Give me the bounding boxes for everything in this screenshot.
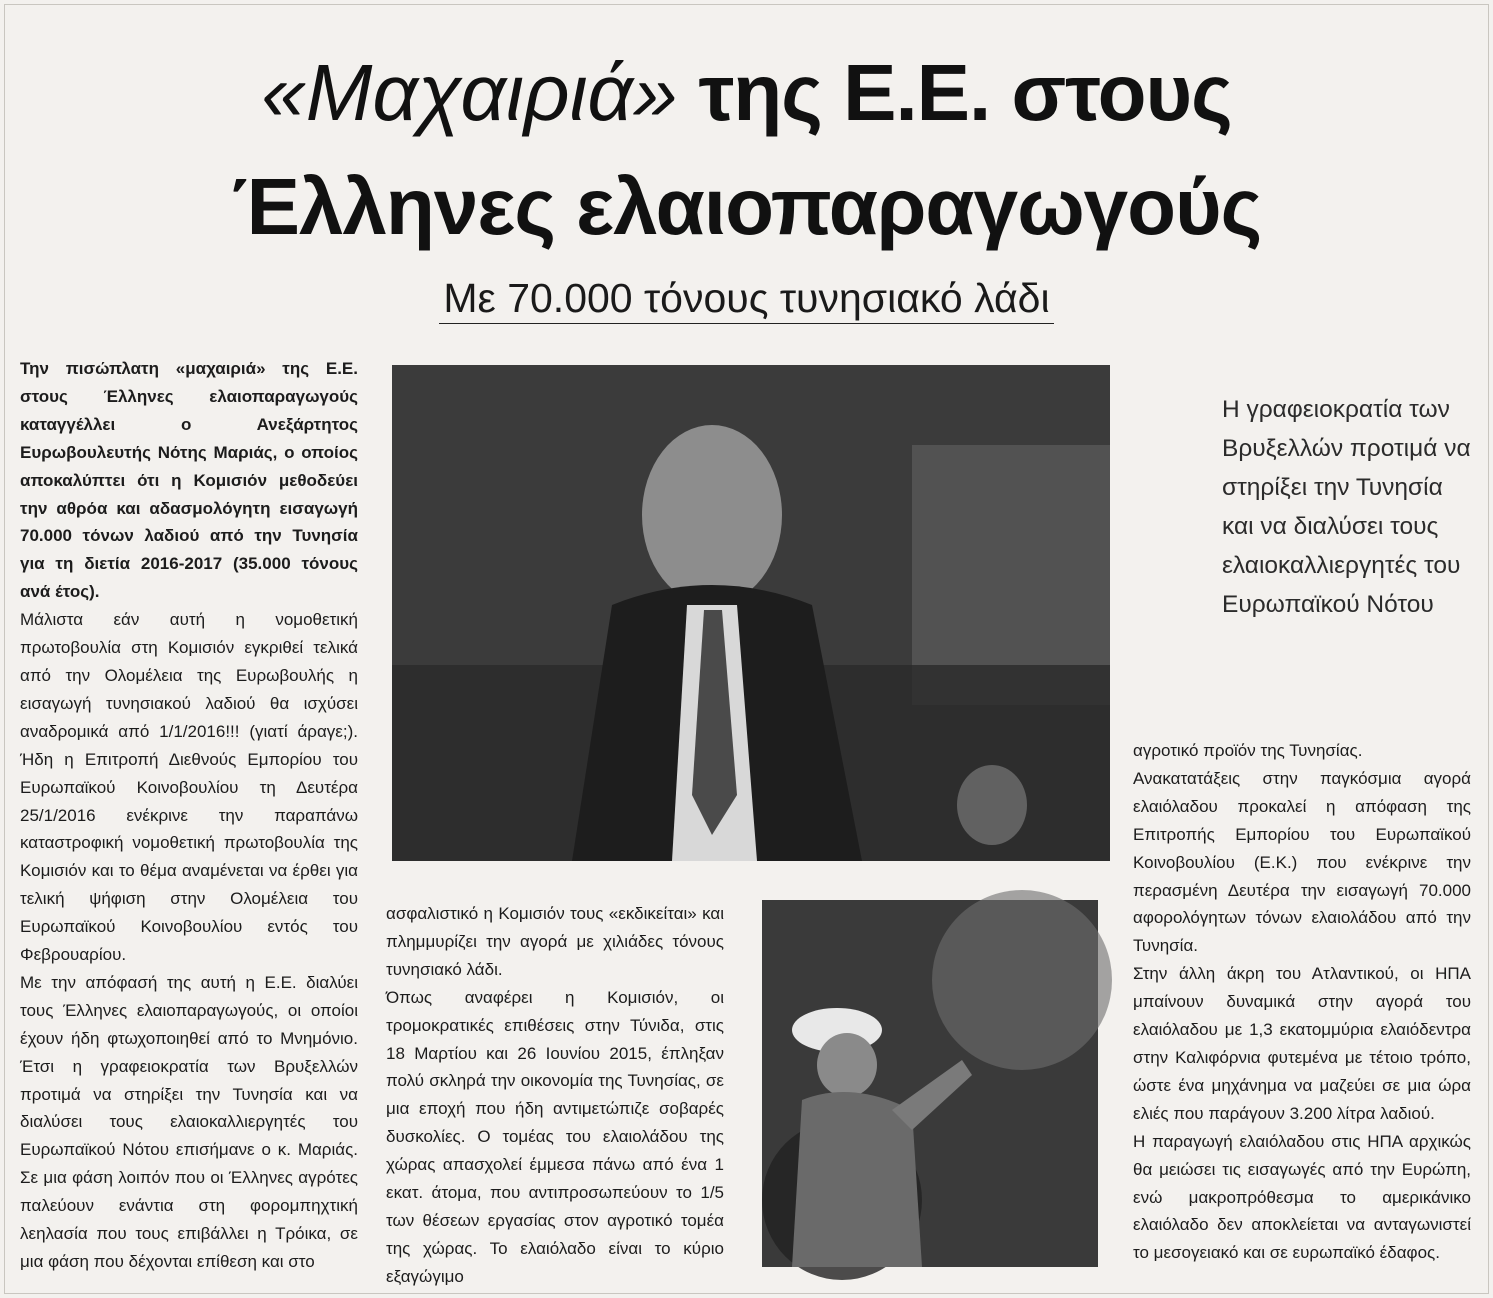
body-paragraph: Όπως αναφέρει η Κομισιόν, οι τρομοκρατικές επιθέσεις στην Τύνιδα, στις 18 Μαρτίου και 26 Ιουνίου 2015, έπληξαν πολύ σκληρά την οικονομία της Τυνησίας, σε μια εποχή που ήδη αντιμετώπιζε σοβαρές δυσκολίες. Ο τομέας του ελαιολάδου της χώρας απασχολεί έμμεσα πάνω από ένα 1 εκατ. άτομα, που αντιπροσωπεύουν το 1/5 των θέσεων εργασίας στον αγροτικό τομέα της χώρας. Το ελαιόλαδο είναι το κύριο εξαγώγιμο (386, 987, 724, 1286)
body-paragraph: Στην άλλη άκρη του Ατλαντικού, οι ΗΠΑ μπαίνουν δυναμικά στην αγορά του ελαιόλαδου με 1,3 εκατομμύρια ελαιόδεντρα στην Καλιφόρνια φυτεμένα με τέτοιο τρόπο, ώστε ένα μηχάνημα να μαζεύει σε μια ώρα ελιές που παράγουν 3.200 λίτρα λαδιού. (1133, 964, 1471, 1123)
subheadline (0, 272, 1493, 324)
speaker-photo-illustration (392, 365, 1110, 861)
article-column-2 (386, 900, 724, 1286)
body-paragraph: αγροτικό προϊόν της Τυνησίας. (1133, 741, 1363, 760)
subheadline-text: Με 70.000 τόνους τυνησιακό λάδι (439, 275, 1053, 324)
body-paragraph: Η παραγωγή ελαιόλαδου στις ΗΠΑ αρχικώς θα μειώσει τις εισαγωγές από την Ευρώπη, ενώ μακροπρόθεσμα το αμερικάνικο ελαιόλαδο δεν αποκλείεται να ανταγωνιστεί το μεσογειακό και σε ευρωπαϊκό έδαφος. (1133, 1131, 1471, 1263)
olive-harvest-illustration (762, 900, 1098, 1267)
photo-speaker-in-parliament (392, 365, 1110, 861)
body-paragraph: Ανακατατάξεις στην παγκόσμια αγορά ελαιόλαδου προκαλεί η απόφαση της Επιτροπής Εμπορίου του Ευρωπαϊκού Κοινοβουλίου (Ε.Κ.) που ενέκρινε την περασμένη Δευτέρα την εισαγωγή 70.000 αφορολόγητων τόνων ελαιολάδου από την Τυνησία. (1133, 768, 1471, 956)
headline-quoted-word: «Μαχαιριά» (261, 48, 678, 137)
lead-paragraph: Την πισώπλατη «μαχαιριά» της Ε.Ε. στους Έλληνες ελαιοπαραγωγούς καταγγέλλει ο Ανεξάρτητος Ευρωβουλευτής Νότης Μαριάς, ο οποίος αποκαλύπτει ότι η Κομισιόν μεθοδεύει την αθρόα και αδασμολόγητη εισαγωγή 70.000 τόνων λαδιού από την Τυνησία για τη διετία 2016-2017 (35.000 τόνους ανά έτος). (20, 359, 358, 602)
body-paragraph: ασφαλιστικό η Κομισιόν τους «εκδικείται» και πλημμυρίζει την αγορά με χιλιάδες τόνους τυνησιακό λάδι. (386, 904, 724, 979)
pull-quote: Η γραφειοκρατία των Βρυξελλών προτιμά να στηρίξει την Τυνησία και να διαλύσει τους ελαιοκαλλιεργητές του Ευρωπαϊκού Νότου (1222, 396, 1471, 618)
photo-olive-harvest (762, 900, 1098, 1267)
headline-line-1 (0, 48, 1493, 138)
body-paragraph: Μάλιστα εάν αυτή η νομοθετική πρωτοβουλία στη Κομισιόν εγκριθεί τελικά από την Ολομέλεια της Ευρωβουλής η εισαγωγή τυνησιακού λαδιού θα ισχύσει αναδρομικά από 1/1/2016!!! (γιατί άραγε;). Ήδη η Επιτροπή Διεθνούς Εμπορίου του Ευρωπαϊκού Κοινοβουλίου τη Δευτέρα 25/1/2016 ενέκρινε την παραπάνω καταστροφική νομοθετική πρωτοβουλία της Κομισιόν και το θέμα αναμένεται να έρθει για τελική ψήφιση στην Ολομέλεια του Ευρωπαϊκού Κοινοβουλίου εντός του Φεβρουαρίου. (20, 610, 358, 965)
body-paragraph: Με την απόφασή της αυτή η Ε.Ε. διαλύει τους Έλληνες ελαιοπαραγωγούς, οι οποίοι έχουν ήδη φτωχοποιηθεί από το Μνημόνιο. Έτσι η γραφειοκρατία των Βρυξελλών προτιμά να στηρίξει την Τυνησία και να διαλύσει τους ελαιοκαλλιεργητές του Ευρωπαϊκού Νότου επισήμανε ο κ. Μαριάς. Σε μια φάση λοιπόν που οι Έλληνες αγρότες παλεύουν ενάντια στη φορομπηχτική λεηλασία που τους επιβάλλει η Τρόικα, σε μια φάση που δέχονται επίθεση και στο (20, 972, 358, 1271)
article-column-1 (20, 355, 358, 1271)
article-column-3 (1133, 737, 1471, 1277)
headline-bold-text: της Ε.Ε. στους (677, 48, 1232, 137)
headline-line-2: Έλληνες ελαιοπαραγωγούς (231, 162, 1262, 251)
